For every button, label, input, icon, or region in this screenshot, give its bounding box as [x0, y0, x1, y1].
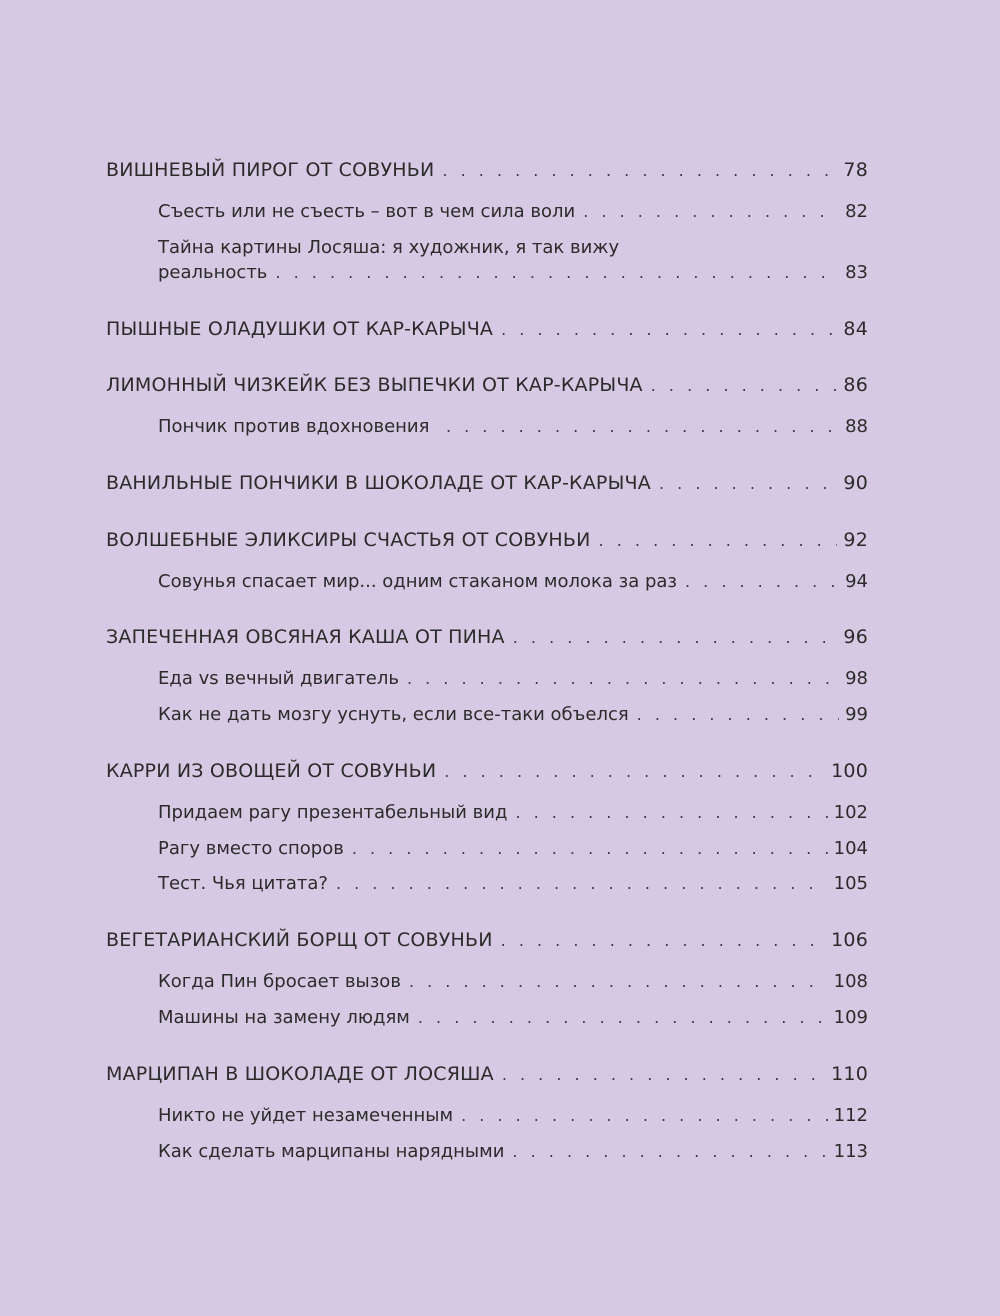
- toc-section-entry[interactable]: [158, 1139, 868, 1164]
- toc-leader-dots: [512, 1139, 827, 1164]
- toc-chapter-entry[interactable]: [106, 471, 868, 496]
- toc-title: Машины на замену людям: [158, 1007, 410, 1028]
- toc-page-number: 88: [845, 416, 868, 437]
- toc-chapter-entry[interactable]: [106, 528, 868, 553]
- toc-leader-dots: [352, 836, 828, 861]
- toc-page-number: 100: [831, 760, 868, 782]
- toc-page-number: 105: [833, 873, 868, 894]
- toc-leader-dots: [501, 317, 837, 342]
- toc-section-entry[interactable]: [158, 969, 868, 994]
- toc-page-number: 83: [845, 262, 868, 283]
- toc-section-entry[interactable]: [158, 569, 868, 594]
- toc-section-entry[interactable]: [158, 199, 868, 224]
- toc-section-entry[interactable]: [158, 1005, 868, 1030]
- toc-section-entry[interactable]: [158, 414, 868, 439]
- toc-leader-dots: [651, 373, 838, 398]
- toc-leader-dots: [659, 471, 837, 496]
- toc-leader-dots: [583, 199, 839, 224]
- toc-page-number: 112: [833, 1105, 868, 1126]
- toc-leader-dots: [418, 1005, 828, 1030]
- toc-leader-dots: [336, 871, 828, 896]
- toc-section-entry[interactable]: [158, 1103, 868, 1128]
- toc-title: Придаем рагу презентабельный вид: [158, 802, 508, 823]
- toc-chapter-entry[interactable]: [106, 317, 868, 342]
- toc-page-number: 78: [843, 159, 868, 181]
- toc-title: Еда vs вечный двигатель: [158, 668, 399, 689]
- toc-section-entry[interactable]: [158, 871, 868, 896]
- toc-page-number: 82: [845, 201, 868, 222]
- toc-section-entry[interactable]: [158, 836, 868, 861]
- toc-title: Как не дать мозгу уснуть, если все-таки объелся: [158, 704, 629, 725]
- toc-chapter-entry[interactable]: [106, 373, 868, 398]
- toc-page-number: 106: [831, 929, 868, 951]
- toc-leader-dots: [599, 528, 838, 553]
- toc-page-number: 102: [833, 802, 868, 823]
- toc-title: Пончик против вдохновения: [158, 416, 430, 437]
- toc-title: Никто не уйдет незамеченным: [158, 1105, 454, 1126]
- toc-title: ПЫШНЫЕ ОЛАДУШКИ ОТ КАР-КАРЫЧА: [106, 318, 494, 340]
- toc-title: Съесть или не съесть – вот в чем сила воли: [158, 201, 576, 222]
- toc-leader-dots: [275, 260, 839, 285]
- toc-page-number: 86: [843, 374, 868, 396]
- toc-title: Рагу вместо споров: [158, 838, 344, 859]
- toc-section-entry[interactable]: [158, 235, 868, 285]
- toc-section-entry[interactable]: [158, 800, 868, 825]
- toc-section-entry[interactable]: [158, 702, 868, 727]
- toc-title-line1: Тайна картины Лосяша: я художник, я так вижу: [158, 237, 620, 258]
- toc-title: Как сделать марципаны нарядными: [158, 1141, 505, 1162]
- toc-leader-dots: [637, 702, 839, 727]
- toc-leader-dots: [502, 1062, 825, 1087]
- toc-title: ВИШНЕВЫЙ ПИРОГ ОТ СОВУНЬИ: [106, 159, 435, 181]
- toc-page-number: 99: [845, 704, 868, 725]
- toc-page-number: 94: [845, 571, 868, 592]
- toc-title: ВАНИЛЬНЫЕ ПОНЧИКИ В ШОКОЛАДЕ ОТ КАР-КАРЫЧА: [106, 472, 651, 494]
- toc-page-number: 113: [833, 1141, 868, 1162]
- toc-title: Тест. Чья цитата?: [158, 873, 328, 894]
- toc-title: ВЕГЕТАРИАНСКИЙ БОРЩ ОТ СОВУНЬИ: [106, 929, 493, 951]
- toc-chapter-entry[interactable]: [106, 928, 868, 953]
- toc-leader-dots: [446, 414, 839, 439]
- toc-leader-dots: [685, 569, 839, 594]
- toc-leader-dots: [444, 759, 825, 784]
- toc-chapter-entry[interactable]: [106, 759, 868, 784]
- toc-title: КАРРИ ИЗ ОВОЩЕЙ ОТ СОВУНЬИ: [106, 760, 437, 782]
- toc-title: Когда Пин бросает вызов: [158, 971, 401, 992]
- toc-title: МАРЦИПАН В ШОКОЛАДЕ ОТ ЛОСЯША: [106, 1063, 494, 1085]
- toc-leader-dots: [407, 666, 839, 691]
- toc-page-number: 110: [831, 1063, 868, 1085]
- toc-section-entry[interactable]: [158, 666, 868, 691]
- toc-page-number: 84: [843, 318, 868, 340]
- toc-leader-dots: [515, 800, 827, 825]
- toc-title: ВОЛШЕБНЫЕ ЭЛИКСИРЫ СЧАСТЬЯ ОТ СОВУНЬИ: [106, 529, 591, 551]
- toc-page-number: 96: [843, 626, 868, 648]
- toc-chapter-entry[interactable]: [106, 625, 868, 650]
- toc-page-number: 108: [833, 971, 868, 992]
- toc-page-number: 104: [833, 838, 868, 859]
- toc-page-number: 90: [843, 472, 868, 494]
- toc-page-number: 109: [833, 1007, 868, 1028]
- toc-title-line2: реальность: [158, 262, 268, 283]
- toc-leader-dots: [461, 1103, 828, 1128]
- toc-chapter-entry[interactable]: [106, 1062, 868, 1087]
- toc-chapter-entry[interactable]: [106, 158, 868, 183]
- toc-leader-dots: [513, 625, 838, 650]
- toc-title: ЛИМОННЫЙ ЧИЗКЕЙК БЕЗ ВЫПЕЧКИ ОТ КАР-КАРЫЧА: [106, 374, 643, 396]
- toc-title: Совунья спасает мир... одним стаканом молока за раз: [158, 571, 677, 592]
- toc-leader-dots: [442, 158, 837, 183]
- toc-page-number: 92: [843, 529, 868, 551]
- toc-leader-dots: [409, 969, 828, 994]
- toc-title: ЗАПЕЧЕННАЯ ОВСЯНАЯ КАША ОТ ПИНА: [106, 626, 505, 648]
- toc-page-number: 98: [845, 668, 868, 689]
- toc-leader-dots: [501, 928, 825, 953]
